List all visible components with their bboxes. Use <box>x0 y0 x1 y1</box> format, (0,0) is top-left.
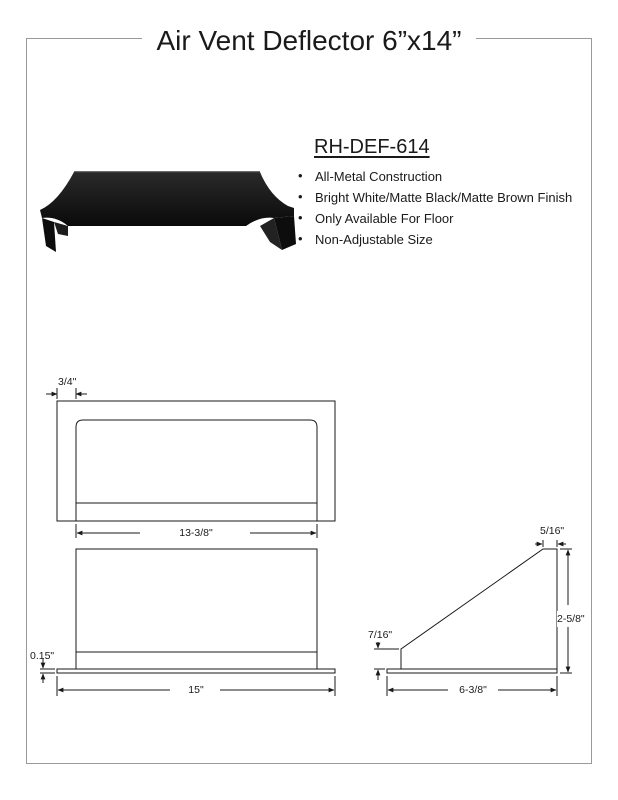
dim-height: 2-5/8" <box>557 613 585 625</box>
dim-inner-width: 13-3/8" <box>174 527 218 539</box>
dim-front-height: 7/16" <box>368 629 393 641</box>
dim-overall-width: 15" <box>183 684 208 696</box>
bullet-icon: • <box>298 210 303 225</box>
feature-text: Bright White/Matte Black/Matte Brown Finish <box>315 190 573 205</box>
dim-top-width: 5/16" <box>540 525 565 537</box>
bullet-icon: • <box>298 231 303 246</box>
dim-base-thickness: 0.15" <box>30 650 55 662</box>
feature-text: Only Available For Floor <box>315 211 454 226</box>
feature-text: Non-Adjustable Size <box>315 232 433 247</box>
dim-side-margin: 3/4" <box>58 376 77 388</box>
dim-depth: 6-3/8" <box>454 684 492 696</box>
model-number: RH-DEF-614 <box>314 136 430 158</box>
feature-text: All-Metal Construction <box>315 169 443 184</box>
top-view-drawing <box>46 388 335 538</box>
front-view-drawing <box>40 549 335 696</box>
side-view-drawing <box>374 540 572 696</box>
page-title-text: Air Vent Deflector 6”x14” <box>142 25 475 56</box>
bullet-icon: • <box>298 168 303 183</box>
bullet-icon: • <box>298 189 303 204</box>
